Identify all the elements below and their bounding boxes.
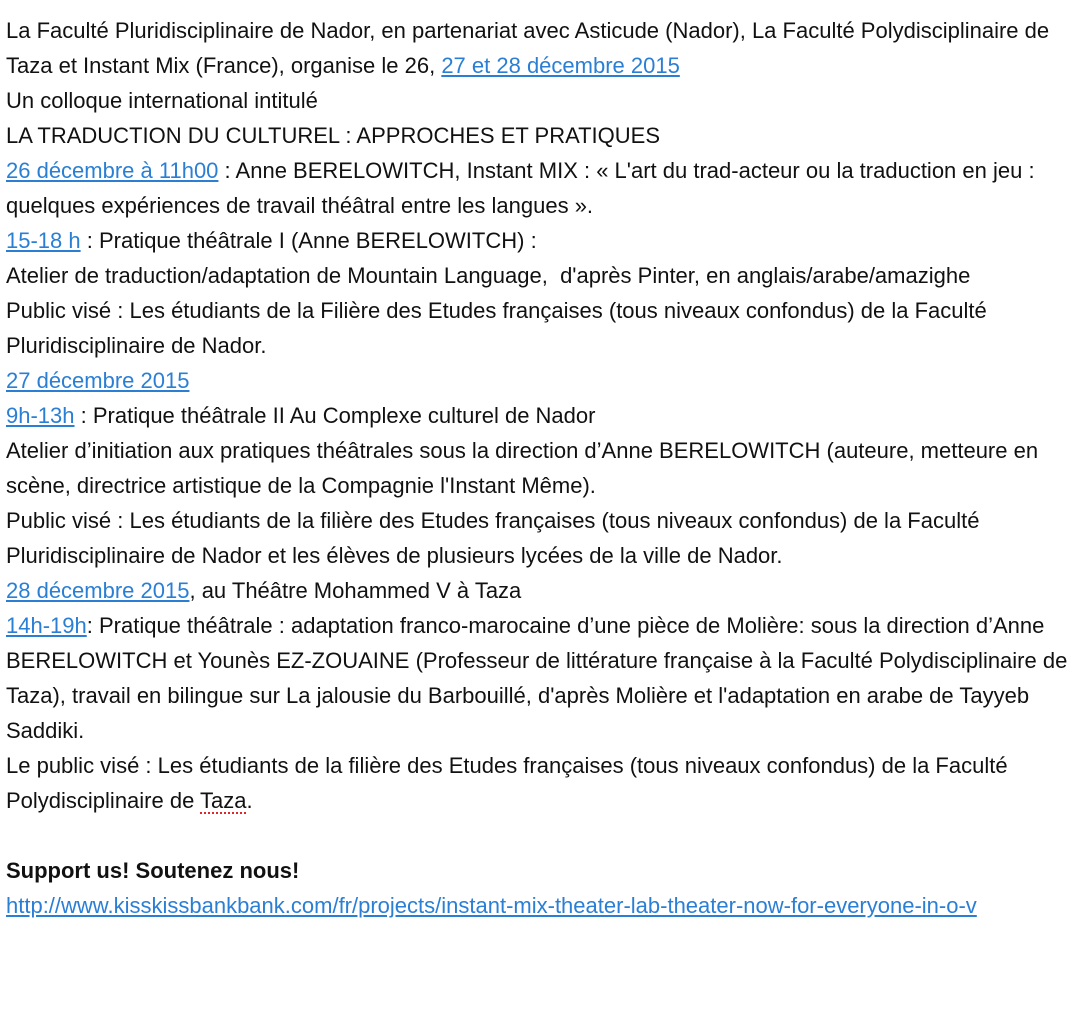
document-body xyxy=(6,13,1081,923)
day28-public xyxy=(6,748,1081,818)
day28-public-suffix: . xyxy=(246,788,253,813)
support-url-link[interactable]: http://www.kisskissbankbank.com/fr/projects/instant-mix-theater-lab-theater-now-for-everyone-in-o-v xyxy=(6,893,977,918)
day26-slot-text: : Pratique théâtrale I (Anne BERELOWITCH) : xyxy=(80,228,537,253)
day27-slot-text: : Pratique théâtrale II Au Complexe culturel de Nador xyxy=(74,403,596,428)
day28-slot-paragraph xyxy=(6,608,1081,748)
day27-date-link[interactable]: 27 décembre 2015 xyxy=(6,368,190,393)
day27-date-paragraph xyxy=(6,363,1081,398)
spellcheck-flagged-word[interactable]: Taza xyxy=(200,788,247,813)
intro-text: La Faculté Pluridisciplinaire de Nador, en partenariat avec Asticude (Nador), La Faculté Polydisciplinaire de Taza et Instant Mix (France), organise le 26, xyxy=(6,18,1055,78)
day28-date-link[interactable]: 28 décembre 2015 xyxy=(6,578,190,603)
day27-slot-paragraph xyxy=(6,398,1081,433)
day26-talk-paragraph xyxy=(6,153,1081,223)
colloque-title: LA TRADUCTION DU CULTUREL : APPROCHES ET PRATIQUES xyxy=(6,123,661,148)
day26-time-link[interactable]: 26 décembre à 11h00 xyxy=(6,158,219,183)
day28-public-prefix: Le public visé : Les étudiants de la filière des Etudes françaises (tous niveaux confondus) de la Faculté Polydisciplinaire de xyxy=(6,753,1014,813)
day26-public: Public visé : Les étudiants de la Filière des Etudes françaises (tous niveaux confondus) de la Faculté Pluridisciplinaire de Nador. xyxy=(6,298,993,358)
day28-date-paragraph xyxy=(6,573,1081,608)
day27-public: Public visé : Les étudiants de la filière des Etudes françaises (tous niveaux confondus) de la Faculté Pluridisciplinaire de Nador et les élèves de plusieurs lycées de la ville de Nador. xyxy=(6,508,986,568)
day28-slot-link[interactable]: 14h-19h xyxy=(6,613,87,638)
day28-slot-text: : Pratique théâtrale : adaptation franco-marocaine d’une pièce de Molière: sous la direction d’Anne BERELOWITCH et Younès EZ-ZOUAINE (Professeur de littérature française à la Faculté Polydisciplinaire de Taza), travail en bilingue sur La jalousie du Barbouillé, d'après Molière et l'adaptation en arabe de Tayyeb Saddiki. xyxy=(6,613,1074,743)
day26-slot-link[interactable]: 15-18 h xyxy=(6,228,81,253)
day27-slot-link[interactable]: 9h-13h xyxy=(6,403,75,428)
day28-venue-text: , au Théâtre Mohammed V à Taza xyxy=(189,578,522,603)
day26-talk-text: : Anne BERELOWITCH, Instant MIX : « L'art du trad-acteur ou la traduction en jeu : quelques expériences de travail théâtral entre les langues ». xyxy=(6,158,1041,218)
day27-atelier: Atelier d’initiation aux pratiques théâtrales sous la direction d’Anne BERELOWITCH (auteure, metteure en scène, directrice artistique de la Compagnie l'Instant Même). xyxy=(6,438,1045,498)
intro-date-link[interactable]: 27 et 28 décembre 2015 xyxy=(441,53,680,78)
colloque-line: Un colloque international intitulé xyxy=(6,88,318,113)
day26-slot-paragraph xyxy=(6,223,1081,258)
support-heading: Support us! Soutenez nous! xyxy=(6,858,300,883)
intro-paragraph xyxy=(6,13,1081,83)
blank-line xyxy=(6,818,1081,853)
day26-atelier: Atelier de traduction/adaptation de Mountain Language, d'après Pinter, en anglais/arabe/amazighe xyxy=(6,263,971,288)
